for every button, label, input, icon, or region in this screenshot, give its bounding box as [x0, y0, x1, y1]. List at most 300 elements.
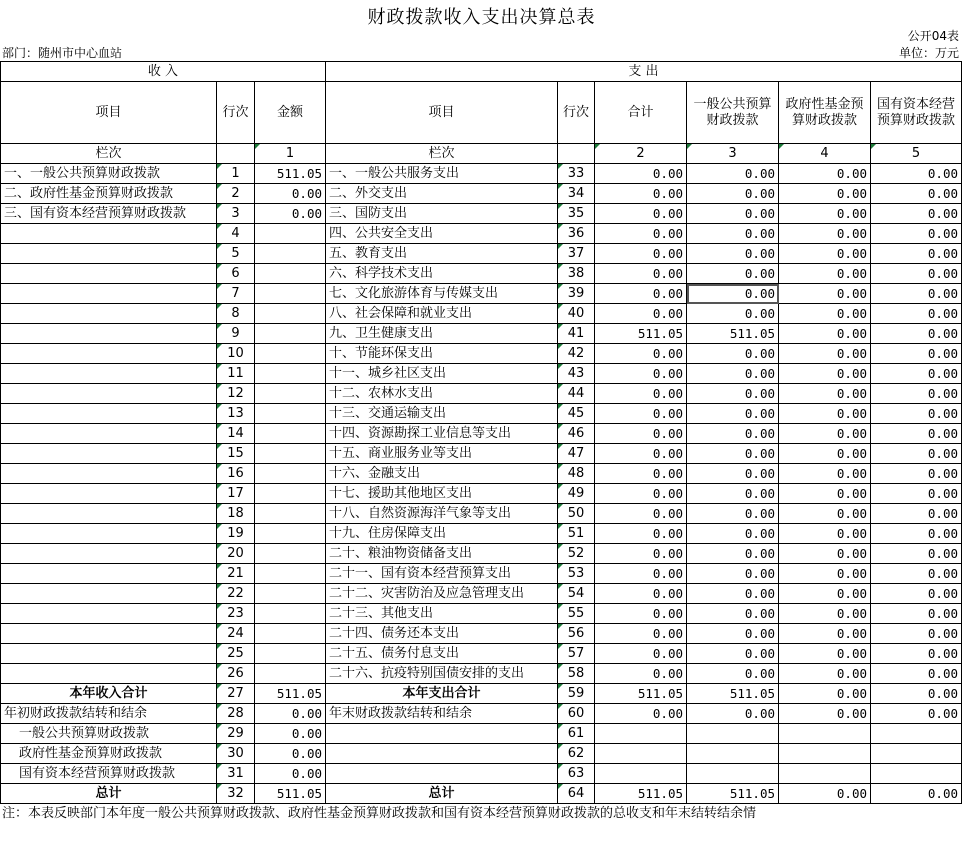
state-capital-amount[interactable]: 0.00	[871, 244, 962, 264]
income-amount[interactable]	[255, 464, 326, 484]
general-amount[interactable]: 0.00	[687, 464, 779, 484]
line-number[interactable]: 19	[217, 524, 255, 544]
general-amount[interactable]: 0.00	[687, 564, 779, 584]
empty-cell[interactable]	[326, 744, 558, 764]
gov-fund-amount[interactable]: 0.00	[779, 544, 871, 564]
expense-item[interactable]: 九、卫生健康支出	[326, 324, 558, 344]
income-amount[interactable]	[255, 584, 326, 604]
state-capital-amount[interactable]: 0.00	[871, 644, 962, 664]
total-amount[interactable]: 0.00	[595, 264, 687, 284]
expense-item[interactable]: 五、教育支出	[326, 244, 558, 264]
empty-cell[interactable]	[779, 724, 871, 744]
begin-balance-label[interactable]: 年初财政拨款结转和结余	[1, 704, 217, 724]
gov-fund-amount[interactable]: 0.00	[779, 284, 871, 304]
state-capital-amount[interactable]: 0.00	[871, 524, 962, 544]
expense-item[interactable]: 十九、住房保障支出	[326, 524, 558, 544]
expense-item[interactable]: 一、一般公共服务支出	[326, 164, 558, 184]
state-capital-amount[interactable]: 0.00	[871, 324, 962, 344]
gov-fund-amount[interactable]: 0.00	[779, 204, 871, 224]
total-amount[interactable]: 0.00	[595, 624, 687, 644]
line-number[interactable]: 14	[217, 424, 255, 444]
gov-fund-amount[interactable]: 0.00	[779, 464, 871, 484]
year-expense-total-c3[interactable]: 511.05	[687, 684, 779, 704]
line-number[interactable]: 3	[217, 204, 255, 224]
general-amount[interactable]: 0.00	[687, 604, 779, 624]
gov-fund-amount[interactable]: 0.00	[779, 324, 871, 344]
income-item[interactable]	[1, 664, 217, 684]
income-item[interactable]	[1, 424, 217, 444]
gov-fund-amount[interactable]: 0.00	[779, 444, 871, 464]
expense-item[interactable]: 二十二、灾害防治及应急管理支出	[326, 584, 558, 604]
state-capital-amount[interactable]: 0.00	[871, 464, 962, 484]
line-number[interactable]: 13	[217, 404, 255, 424]
state-capital-amount[interactable]: 0.00	[871, 204, 962, 224]
expense-item[interactable]: 二十四、债务还本支出	[326, 624, 558, 644]
total-amount[interactable]: 0.00	[595, 244, 687, 264]
gov-fund-amount[interactable]: 0.00	[779, 584, 871, 604]
sub-fund-label[interactable]: 政府性基金预算财政拨款	[1, 744, 217, 764]
expense-item[interactable]: 二、外交支出	[326, 184, 558, 204]
total-amount[interactable]: 0.00	[595, 464, 687, 484]
line-number[interactable]: 64	[558, 784, 595, 804]
line-number[interactable]: 15	[217, 444, 255, 464]
expense-item[interactable]: 三、国防支出	[326, 204, 558, 224]
income-item[interactable]	[1, 444, 217, 464]
year-expense-total-c2[interactable]: 511.05	[595, 684, 687, 704]
expense-item[interactable]: 十六、金融支出	[326, 464, 558, 484]
expense-item[interactable]: 十七、援助其他地区支出	[326, 484, 558, 504]
line-number[interactable]: 54	[558, 584, 595, 604]
total-amount[interactable]: 0.00	[595, 204, 687, 224]
state-capital-amount[interactable]: 0.00	[871, 364, 962, 384]
state-capital-amount[interactable]: 0.00	[871, 624, 962, 644]
expense-item[interactable]: 二十三、其他支出	[326, 604, 558, 624]
line-number[interactable]: 58	[558, 664, 595, 684]
general-amount[interactable]: 0.00	[687, 264, 779, 284]
year-expense-total-c4[interactable]: 0.00	[779, 684, 871, 704]
general-amount[interactable]: 0.00	[687, 624, 779, 644]
income-item[interactable]	[1, 464, 217, 484]
total-amount[interactable]: 0.00	[595, 504, 687, 524]
sub-capital-label[interactable]: 国有资本经营预算财政拨款	[1, 764, 217, 784]
general-amount[interactable]: 0.00	[687, 484, 779, 504]
empty-cell[interactable]	[558, 144, 595, 164]
line-number[interactable]: 1	[217, 164, 255, 184]
state-capital-amount[interactable]: 0.00	[871, 304, 962, 324]
line-number[interactable]: 24	[217, 624, 255, 644]
expense-item[interactable]: 二十六、抗疫特别国债安排的支出	[326, 664, 558, 684]
year-income-total-label[interactable]: 本年收入合计	[1, 684, 217, 704]
line-number[interactable]: 28	[217, 704, 255, 724]
line-number[interactable]: 51	[558, 524, 595, 544]
general-amount[interactable]: 0.00	[687, 664, 779, 684]
income-item[interactable]	[1, 624, 217, 644]
line-number[interactable]: 56	[558, 624, 595, 644]
state-capital-amount[interactable]: 0.00	[871, 264, 962, 284]
gov-fund-amount[interactable]: 0.00	[779, 224, 871, 244]
state-capital-amount[interactable]: 0.00	[871, 564, 962, 584]
income-amount[interactable]	[255, 444, 326, 464]
income-amount[interactable]	[255, 264, 326, 284]
income-item[interactable]	[1, 344, 217, 364]
total-amount[interactable]: 0.00	[595, 344, 687, 364]
sub-general-label[interactable]: 一般公共预算财政拨款	[1, 724, 217, 744]
expense-item[interactable]: 十三、交通运输支出	[326, 404, 558, 424]
state-capital-header[interactable]: 国有资本经营预算财政拨款	[871, 82, 962, 144]
gov-fund-amount[interactable]: 0.00	[779, 344, 871, 364]
col-number-1[interactable]: 1	[255, 144, 326, 164]
total-amount[interactable]: 0.00	[595, 484, 687, 504]
total-amount[interactable]: 511.05	[595, 324, 687, 344]
empty-cell[interactable]	[326, 724, 558, 744]
empty-cell[interactable]	[687, 744, 779, 764]
total-amount[interactable]: 0.00	[595, 284, 687, 304]
line-number[interactable]: 55	[558, 604, 595, 624]
total-amount[interactable]: 0.00	[595, 404, 687, 424]
empty-cell[interactable]	[687, 724, 779, 744]
expense-item[interactable]: 四、公共安全支出	[326, 224, 558, 244]
gov-fund-amount[interactable]: 0.00	[779, 264, 871, 284]
line-number[interactable]: 37	[558, 244, 595, 264]
line-number[interactable]: 53	[558, 564, 595, 584]
line-number[interactable]: 5	[217, 244, 255, 264]
line-number[interactable]: 57	[558, 644, 595, 664]
income-amount[interactable]	[255, 664, 326, 684]
end-balance-c3[interactable]: 0.00	[687, 704, 779, 724]
general-amount[interactable]: 0.00	[687, 404, 779, 424]
line-number[interactable]: 4	[217, 224, 255, 244]
state-capital-amount[interactable]: 0.00	[871, 584, 962, 604]
gov-fund-amount[interactable]: 0.00	[779, 424, 871, 444]
income-item[interactable]	[1, 264, 217, 284]
income-amount-header[interactable]: 金额	[255, 82, 326, 144]
line-number[interactable]: 16	[217, 464, 255, 484]
total-amount[interactable]: 0.00	[595, 644, 687, 664]
total-amount[interactable]: 0.00	[595, 164, 687, 184]
col-number-4[interactable]: 4	[779, 144, 871, 164]
state-capital-amount[interactable]: 0.00	[871, 484, 962, 504]
gov-fund-amount[interactable]: 0.00	[779, 184, 871, 204]
gov-fund-header[interactable]: 政府性基金预算财政拨款	[779, 82, 871, 144]
income-amount[interactable]	[255, 644, 326, 664]
general-amount[interactable]: 0.00	[687, 384, 779, 404]
line-number[interactable]: 44	[558, 384, 595, 404]
income-item[interactable]	[1, 404, 217, 424]
grand-total-c5[interactable]: 0.00	[871, 784, 962, 804]
line-number[interactable]: 18	[217, 504, 255, 524]
gov-fund-amount[interactable]: 0.00	[779, 304, 871, 324]
gov-fund-amount[interactable]: 0.00	[779, 644, 871, 664]
income-amount[interactable]	[255, 404, 326, 424]
end-balance-label[interactable]: 年末财政拨款结转和结余	[326, 704, 558, 724]
empty-cell[interactable]	[595, 764, 687, 784]
state-capital-amount[interactable]: 0.00	[871, 184, 962, 204]
line-number[interactable]: 29	[217, 724, 255, 744]
state-capital-amount[interactable]: 0.00	[871, 664, 962, 684]
grand-total-income-amount[interactable]: 511.05	[255, 784, 326, 804]
sub-capital-amount[interactable]: 0.00	[255, 764, 326, 784]
general-budget-header[interactable]: 一般公共预算财政拨款	[687, 82, 779, 144]
income-amount[interactable]	[255, 624, 326, 644]
general-amount[interactable]: 0.00	[687, 304, 779, 324]
income-amount[interactable]	[255, 504, 326, 524]
sub-fund-amount[interactable]: 0.00	[255, 744, 326, 764]
total-amount[interactable]: 0.00	[595, 524, 687, 544]
income-item[interactable]	[1, 644, 217, 664]
gov-fund-amount[interactable]: 0.00	[779, 604, 871, 624]
income-item[interactable]	[1, 224, 217, 244]
empty-cell[interactable]	[326, 764, 558, 784]
income-item[interactable]	[1, 604, 217, 624]
expense-item[interactable]: 六、科学技术支出	[326, 264, 558, 284]
general-amount[interactable]: 511.05	[687, 324, 779, 344]
income-item[interactable]: 三、国有资本经营预算财政拨款	[1, 204, 217, 224]
income-item[interactable]	[1, 244, 217, 264]
total-amount[interactable]: 0.00	[595, 604, 687, 624]
income-amount[interactable]	[255, 604, 326, 624]
general-amount[interactable]: 0.00	[687, 164, 779, 184]
line-number[interactable]: 52	[558, 544, 595, 564]
col-number-3[interactable]: 3	[687, 144, 779, 164]
income-amount[interactable]	[255, 344, 326, 364]
total-amount[interactable]: 0.00	[595, 444, 687, 464]
income-amount[interactable]	[255, 304, 326, 324]
empty-cell[interactable]	[687, 764, 779, 784]
line-number[interactable]: 22	[217, 584, 255, 604]
expense-item[interactable]: 十四、资源勘探工业信息等支出	[326, 424, 558, 444]
gov-fund-amount[interactable]: 0.00	[779, 664, 871, 684]
total-amount[interactable]: 0.00	[595, 184, 687, 204]
state-capital-amount[interactable]: 0.00	[871, 164, 962, 184]
col-number-5[interactable]: 5	[871, 144, 962, 164]
state-capital-amount[interactable]: 0.00	[871, 284, 962, 304]
income-item[interactable]	[1, 284, 217, 304]
total-amount[interactable]: 0.00	[595, 544, 687, 564]
line-number[interactable]: 20	[217, 544, 255, 564]
line-number[interactable]: 25	[217, 644, 255, 664]
expense-item[interactable]: 七、文化旅游体育与传媒支出	[326, 284, 558, 304]
line-number[interactable]: 59	[558, 684, 595, 704]
line-number[interactable]: 36	[558, 224, 595, 244]
line-number[interactable]: 21	[217, 564, 255, 584]
income-amount[interactable]	[255, 244, 326, 264]
expense-line-header[interactable]: 行次	[558, 82, 595, 144]
line-number[interactable]: 39	[558, 284, 595, 304]
line-number[interactable]: 40	[558, 304, 595, 324]
line-number[interactable]: 61	[558, 724, 595, 744]
end-balance-c4[interactable]: 0.00	[779, 704, 871, 724]
line-number[interactable]: 46	[558, 424, 595, 444]
gov-fund-amount[interactable]: 0.00	[779, 164, 871, 184]
general-amount[interactable]: 0.00	[687, 444, 779, 464]
gov-fund-amount[interactable]: 0.00	[779, 364, 871, 384]
general-amount[interactable]: 0.00	[687, 544, 779, 564]
general-amount[interactable]: 0.00	[687, 584, 779, 604]
expense-item[interactable]: 十、节能环保支出	[326, 344, 558, 364]
line-number[interactable]: 10	[217, 344, 255, 364]
line-number[interactable]: 45	[558, 404, 595, 424]
line-number[interactable]: 48	[558, 464, 595, 484]
line-number[interactable]: 30	[217, 744, 255, 764]
line-number[interactable]: 43	[558, 364, 595, 384]
line-number[interactable]: 23	[217, 604, 255, 624]
grand-total-c3[interactable]: 511.05	[687, 784, 779, 804]
income-item[interactable]	[1, 364, 217, 384]
general-amount[interactable]: 0.00	[687, 204, 779, 224]
col-label-income[interactable]: 栏次	[1, 144, 217, 164]
total-amount[interactable]: 0.00	[595, 664, 687, 684]
income-amount[interactable]: 0.00	[255, 184, 326, 204]
empty-cell[interactable]	[779, 764, 871, 784]
gov-fund-amount[interactable]: 0.00	[779, 404, 871, 424]
state-capital-amount[interactable]: 0.00	[871, 604, 962, 624]
income-amount[interactable]	[255, 284, 326, 304]
general-amount[interactable]: 0.00	[687, 184, 779, 204]
year-income-total-amount[interactable]: 511.05	[255, 684, 326, 704]
income-item[interactable]	[1, 504, 217, 524]
income-item[interactable]	[1, 484, 217, 504]
income-item[interactable]	[1, 304, 217, 324]
total-amount[interactable]: 0.00	[595, 424, 687, 444]
state-capital-amount[interactable]: 0.00	[871, 544, 962, 564]
line-number[interactable]: 2	[217, 184, 255, 204]
total-amount[interactable]: 0.00	[595, 384, 687, 404]
empty-cell[interactable]	[217, 144, 255, 164]
col-number-2[interactable]: 2	[595, 144, 687, 164]
total-amount[interactable]: 0.00	[595, 224, 687, 244]
line-number[interactable]: 41	[558, 324, 595, 344]
state-capital-amount[interactable]: 0.00	[871, 504, 962, 524]
line-number[interactable]: 60	[558, 704, 595, 724]
income-amount[interactable]	[255, 564, 326, 584]
line-number[interactable]: 42	[558, 344, 595, 364]
income-amount[interactable]	[255, 384, 326, 404]
line-number[interactable]: 47	[558, 444, 595, 464]
state-capital-amount[interactable]: 0.00	[871, 384, 962, 404]
empty-cell[interactable]	[871, 744, 962, 764]
year-expense-total-c5[interactable]: 0.00	[871, 684, 962, 704]
general-amount[interactable]: 0.00	[687, 424, 779, 444]
income-amount[interactable]	[255, 324, 326, 344]
grand-total-c2[interactable]: 511.05	[595, 784, 687, 804]
line-number[interactable]: 7	[217, 284, 255, 304]
income-amount[interactable]: 0.00	[255, 204, 326, 224]
end-balance-c5[interactable]: 0.00	[871, 704, 962, 724]
line-number[interactable]: 17	[217, 484, 255, 504]
general-amount[interactable]: 0.00	[687, 224, 779, 244]
end-balance-c2[interactable]: 0.00	[595, 704, 687, 724]
income-amount[interactable]: 511.05	[255, 164, 326, 184]
col-label-expense[interactable]: 栏次	[326, 144, 558, 164]
line-number[interactable]: 9	[217, 324, 255, 344]
expense-item[interactable]: 十二、农林水支出	[326, 384, 558, 404]
line-number[interactable]: 33	[558, 164, 595, 184]
income-item[interactable]	[1, 524, 217, 544]
total-header[interactable]: 合计	[595, 82, 687, 144]
expense-item[interactable]: 十一、城乡社区支出	[326, 364, 558, 384]
total-amount[interactable]: 0.00	[595, 304, 687, 324]
line-number[interactable]: 34	[558, 184, 595, 204]
line-number[interactable]: 27	[217, 684, 255, 704]
sub-general-amount[interactable]: 0.00	[255, 724, 326, 744]
income-amount[interactable]	[255, 484, 326, 504]
income-item[interactable]	[1, 384, 217, 404]
line-number[interactable]: 50	[558, 504, 595, 524]
line-number[interactable]: 11	[217, 364, 255, 384]
total-amount[interactable]: 0.00	[595, 364, 687, 384]
line-number[interactable]: 38	[558, 264, 595, 284]
general-amount[interactable]: 0.00	[687, 504, 779, 524]
line-number[interactable]: 62	[558, 744, 595, 764]
line-number[interactable]: 26	[217, 664, 255, 684]
empty-cell[interactable]	[595, 724, 687, 744]
empty-cell[interactable]	[871, 764, 962, 784]
income-amount[interactable]	[255, 364, 326, 384]
empty-cell[interactable]	[871, 724, 962, 744]
state-capital-amount[interactable]: 0.00	[871, 404, 962, 424]
income-item[interactable]	[1, 584, 217, 604]
general-amount[interactable]: 0.00	[687, 284, 779, 304]
gov-fund-amount[interactable]: 0.00	[779, 624, 871, 644]
state-capital-amount[interactable]: 0.00	[871, 344, 962, 364]
gov-fund-amount[interactable]: 0.00	[779, 564, 871, 584]
total-amount[interactable]: 0.00	[595, 564, 687, 584]
general-amount[interactable]: 0.00	[687, 364, 779, 384]
grand-total-expense-label[interactable]: 总计	[326, 784, 558, 804]
line-number[interactable]: 63	[558, 764, 595, 784]
general-amount[interactable]: 0.00	[687, 644, 779, 664]
line-number[interactable]: 35	[558, 204, 595, 224]
gov-fund-amount[interactable]: 0.00	[779, 384, 871, 404]
gov-fund-amount[interactable]: 0.00	[779, 244, 871, 264]
income-amount[interactable]	[255, 524, 326, 544]
income-amount[interactable]	[255, 544, 326, 564]
line-number[interactable]: 31	[217, 764, 255, 784]
line-number[interactable]: 8	[217, 304, 255, 324]
income-item[interactable]	[1, 564, 217, 584]
state-capital-amount[interactable]: 0.00	[871, 444, 962, 464]
expense-item-header[interactable]: 项目	[326, 82, 558, 144]
general-amount[interactable]: 0.00	[687, 344, 779, 364]
expense-header[interactable]: 支 出	[326, 62, 962, 82]
year-expense-total-label[interactable]: 本年支出合计	[326, 684, 558, 704]
total-amount[interactable]: 0.00	[595, 584, 687, 604]
income-item-header[interactable]: 项目	[1, 82, 217, 144]
line-number[interactable]: 49	[558, 484, 595, 504]
state-capital-amount[interactable]: 0.00	[871, 424, 962, 444]
line-number[interactable]: 6	[217, 264, 255, 284]
line-number[interactable]: 32	[217, 784, 255, 804]
expense-item[interactable]: 十八、自然资源海洋气象等支出	[326, 504, 558, 524]
empty-cell[interactable]	[779, 744, 871, 764]
gov-fund-amount[interactable]: 0.00	[779, 524, 871, 544]
line-number[interactable]: 12	[217, 384, 255, 404]
state-capital-amount[interactable]: 0.00	[871, 224, 962, 244]
income-header[interactable]: 收 入	[1, 62, 326, 82]
expense-item[interactable]: 二十、粮油物资储备支出	[326, 544, 558, 564]
expense-item[interactable]: 十五、商业服务业等支出	[326, 444, 558, 464]
expense-item[interactable]: 二十一、国有资本经营预算支出	[326, 564, 558, 584]
income-item[interactable]: 二、政府性基金预算财政拨款	[1, 184, 217, 204]
grand-total-c4[interactable]: 0.00	[779, 784, 871, 804]
grand-total-income-label[interactable]: 总计	[1, 784, 217, 804]
gov-fund-amount[interactable]: 0.00	[779, 484, 871, 504]
expense-item[interactable]: 二十五、债务付息支出	[326, 644, 558, 664]
income-amount[interactable]	[255, 424, 326, 444]
income-item[interactable]: 一、一般公共预算财政拨款	[1, 164, 217, 184]
income-item[interactable]	[1, 544, 217, 564]
general-amount[interactable]: 0.00	[687, 244, 779, 264]
